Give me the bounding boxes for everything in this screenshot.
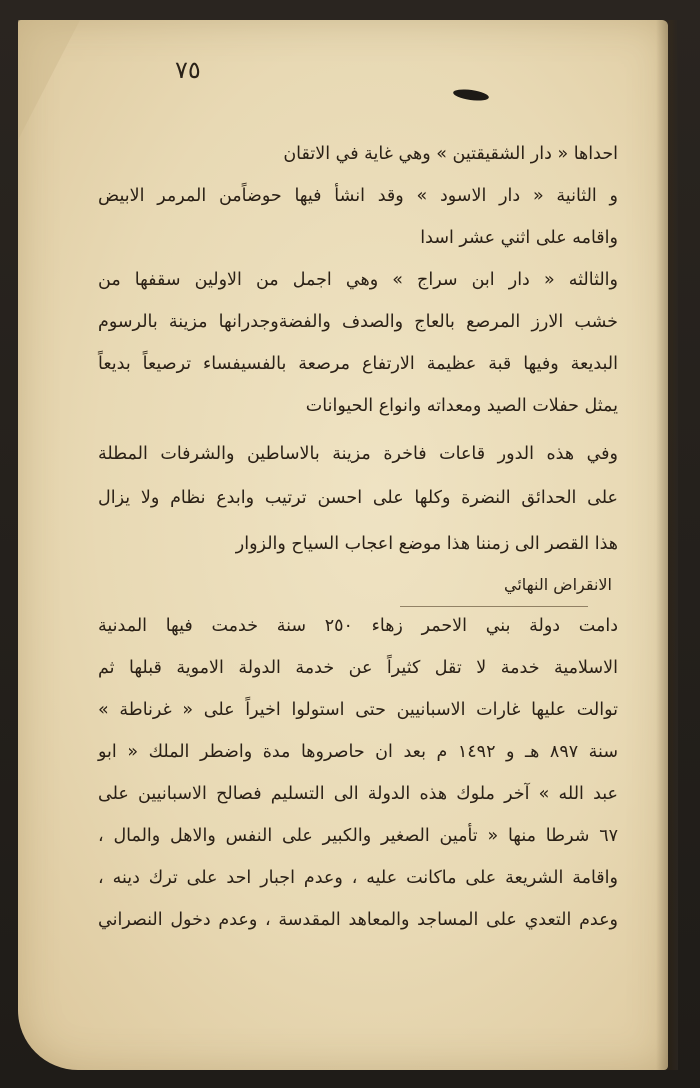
section-heading: الانقراض النهائي [503, 575, 612, 594]
text-line: واقامة الشريعة على ماكانت عليه ، وعدم اجبار احد على ترك دينه ، [98, 868, 618, 888]
text-line: وفي هذه الدور قاعات فاخرة مزينة بالاساطين والشرفات المطلة [98, 444, 618, 464]
text-line: وعدم التعدي على المساجد والمعاهد المقدسة ، وعدم دخول النصراني [98, 910, 618, 930]
text-line: و الثانية « دار الاسود » وقد انشأ فيها حوضاًمن المرمر الابيض [98, 186, 618, 206]
ink-smudge [452, 88, 489, 103]
text-line: واقامه على اثني عشر اسدا [420, 228, 618, 248]
page-number: ٧٥ [175, 56, 201, 84]
text-line: والثالثه « دار ابن سراج » وهي اجمل من الاولين سقفها من [98, 270, 618, 290]
text-line: احداها « دار الشقيقتين » وهي غاية في الاتقان [283, 144, 618, 164]
text-line: توالت عليها غارات الاسبانيين حتى استولوا اخيراً على « غرناطة » [98, 700, 618, 720]
text-line: الاسلامية خدمة لا تقل كثيراً عن خدمة الدولة الاموية قبلها ثم [98, 658, 618, 678]
text-line: عبد الله » آخر ملوك هذه الدولة الى التسليم فصالح الاسبانيين على [98, 784, 618, 804]
text-line: ٦٧ شرطا منها « تأمين الصغير والكبير على النفس والاهل والمال ، [98, 826, 618, 846]
text-line: خشب الارز المرصع بالعاج والصدف والفضةوجدرانها مزينة بالرسوم [98, 312, 618, 332]
text-line: دامت دولة بني الاحمر زهاء ٢٥٠ سنة خدمت فيها المدنية [98, 616, 618, 636]
text-line: هذا القصر الى زمننا هذا موضع اعجاب السياح والزوار [235, 534, 618, 554]
text-line: سنة ٨٩٧ هـ و ١٤٩٢ م بعد ان حاصروها مدة واضطر الملك « ابو [98, 742, 618, 762]
folded-corner [18, 20, 80, 140]
text-line: البديعة وفيها قبة عظيمة الارتفاع مرصعة بالفسيفساء ترصيعاً بديعاً [98, 354, 618, 374]
heading-underline [400, 606, 588, 607]
text-line: يمثل حفلات الصيد ومعداته وانواع الحيوانات [305, 396, 618, 416]
text-line: على الحدائق النضرة وكلها على احسن ترتيب وابدع نظام ولا يزال [98, 488, 618, 508]
